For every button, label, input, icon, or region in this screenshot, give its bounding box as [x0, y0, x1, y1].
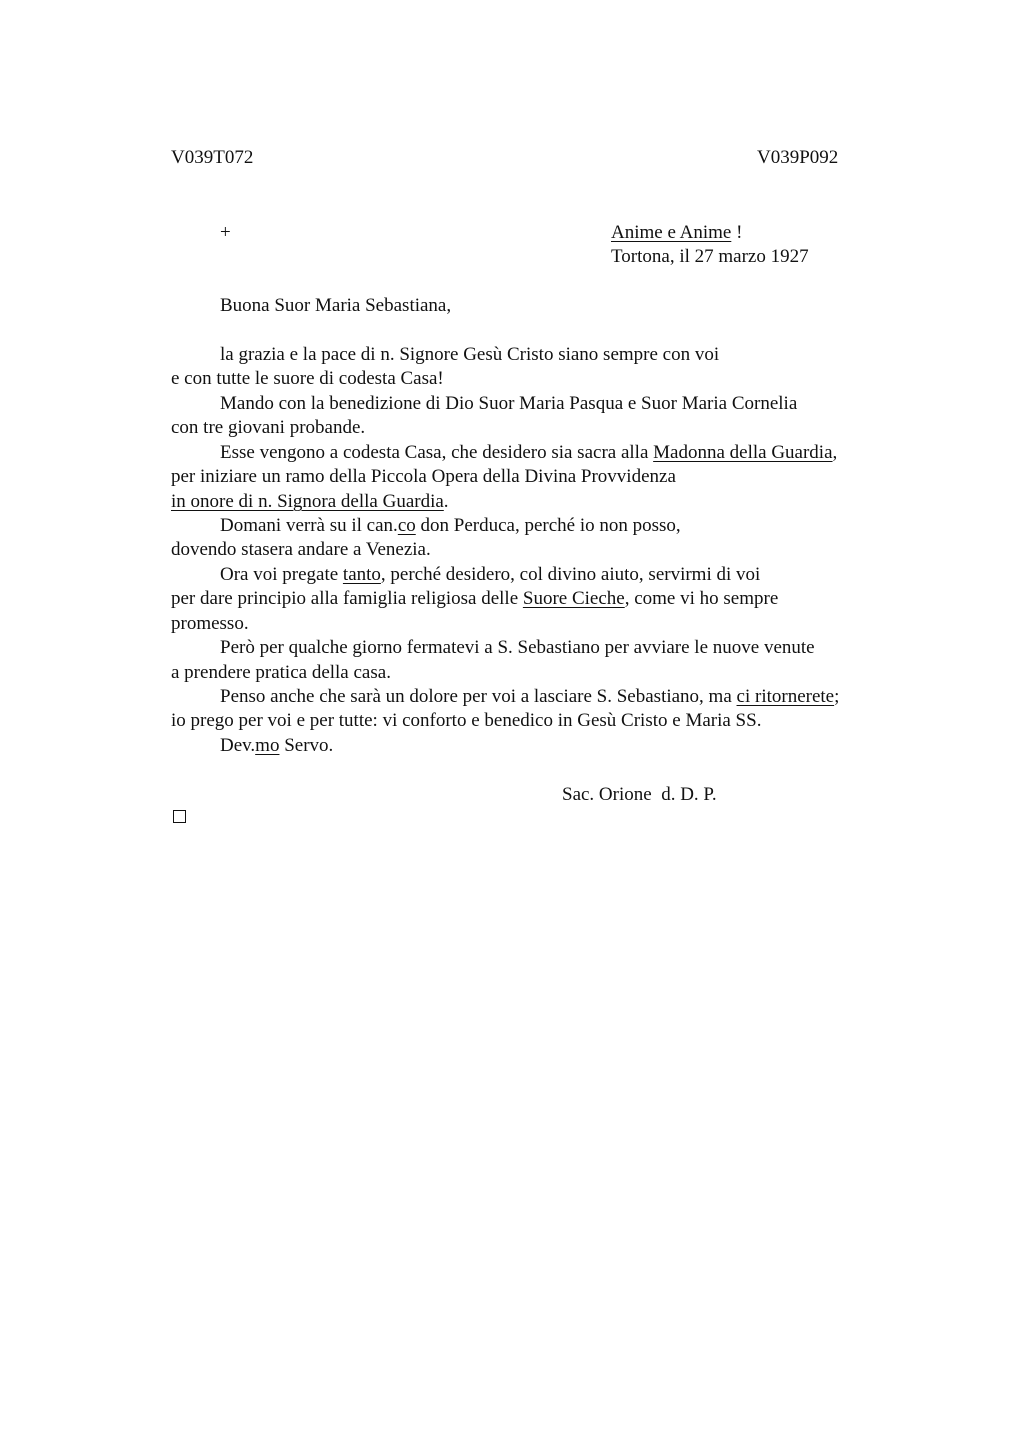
body-line-9: dovendo stasera andare a Venezia.: [171, 539, 431, 560]
body-line-14: a prendere pratica della casa.: [171, 662, 391, 683]
end-square-icon: [173, 810, 186, 823]
place-date: Tortona, il 27 marzo 1927: [611, 246, 809, 267]
body-line-1: la grazia e la pace di n. Signore Gesù Cristo siano sempre con voi: [220, 344, 720, 365]
header-right-code: V039P092: [757, 147, 839, 168]
motto-suffix: !: [731, 222, 743, 243]
header-left-code: V039T072: [171, 147, 254, 168]
body-line-5-b: ,: [832, 442, 838, 463]
body-line-13: Però per qualche giorno fermatevi a S. Sebastiano per avviare le nuove venute: [220, 637, 815, 658]
body-line-15-underlined: ci ritornerete: [736, 686, 835, 707]
body-line-15-b: ;: [834, 686, 840, 707]
body-line-2: e con tutte le suore di codesta Casa!: [171, 368, 444, 389]
signature: Sac. Orione d. D. P.: [562, 784, 717, 805]
body-line-11: [171, 587, 778, 611]
body-line-4: con tre giovani probande.: [171, 417, 366, 438]
body-line-7-b: .: [443, 491, 449, 512]
body-line-15-a: Penso anche che sarà un dolore per voi a lasciare S. Sebastiano, ma: [220, 686, 737, 707]
body-line-10-b: , perché desidero, col divino aiuto, servirmi di voi: [380, 564, 761, 585]
body-line-10: [220, 563, 760, 587]
body-line-17-b: Servo.: [279, 735, 334, 756]
body-line-11-a: per dare principio alla famiglia religiosa delle: [171, 588, 523, 609]
motto: [611, 221, 742, 245]
body-line-12: promesso.: [171, 613, 249, 634]
body-line-5: [220, 441, 837, 465]
body-line-17: [220, 734, 333, 758]
body-line-6: per iniziare un ramo della Piccola Opera della Divina Provvidenza: [171, 466, 676, 487]
motto-text: Anime e Anime: [611, 222, 732, 243]
body-line-5-a: Esse vengono a codesta Casa, che desidero sia sacra alla: [220, 442, 654, 463]
body-line-11-underlined: Suore Cieche: [522, 588, 625, 609]
cross-mark: +: [220, 222, 231, 243]
body-line-3: Mando con la benedizione di Dio Suor Maria Pasqua e Suor Maria Cornelia: [220, 393, 798, 414]
body-line-8-underlined: co: [397, 515, 416, 536]
body-line-15: [220, 685, 839, 709]
body-line-11-b: , come vi ho sempre: [624, 588, 779, 609]
body-line-10-a: Ora voi pregate: [220, 564, 343, 585]
body-line-10-underlined: tanto: [342, 564, 381, 585]
body-line-7: [171, 490, 449, 514]
body-line-8-a: Domani verrà su il can.: [220, 515, 398, 536]
body-line-7-underlined: in onore di n. Signora della Guardia: [171, 491, 444, 512]
body-line-5-underlined: Madonna della Guardia: [653, 442, 833, 463]
body-line-8-b: don Perduca, perché io non posso,: [415, 515, 681, 536]
body-line-17-underlined: mo: [255, 735, 280, 756]
body-line-17-a: Dev.: [220, 735, 256, 756]
salutation: Buona Suor Maria Sebastiana,: [220, 295, 452, 316]
body-line-16: io prego per voi e per tutte: vi conforto e benedico in Gesù Cristo e Maria SS.: [171, 710, 762, 731]
body-line-8: [220, 514, 681, 538]
